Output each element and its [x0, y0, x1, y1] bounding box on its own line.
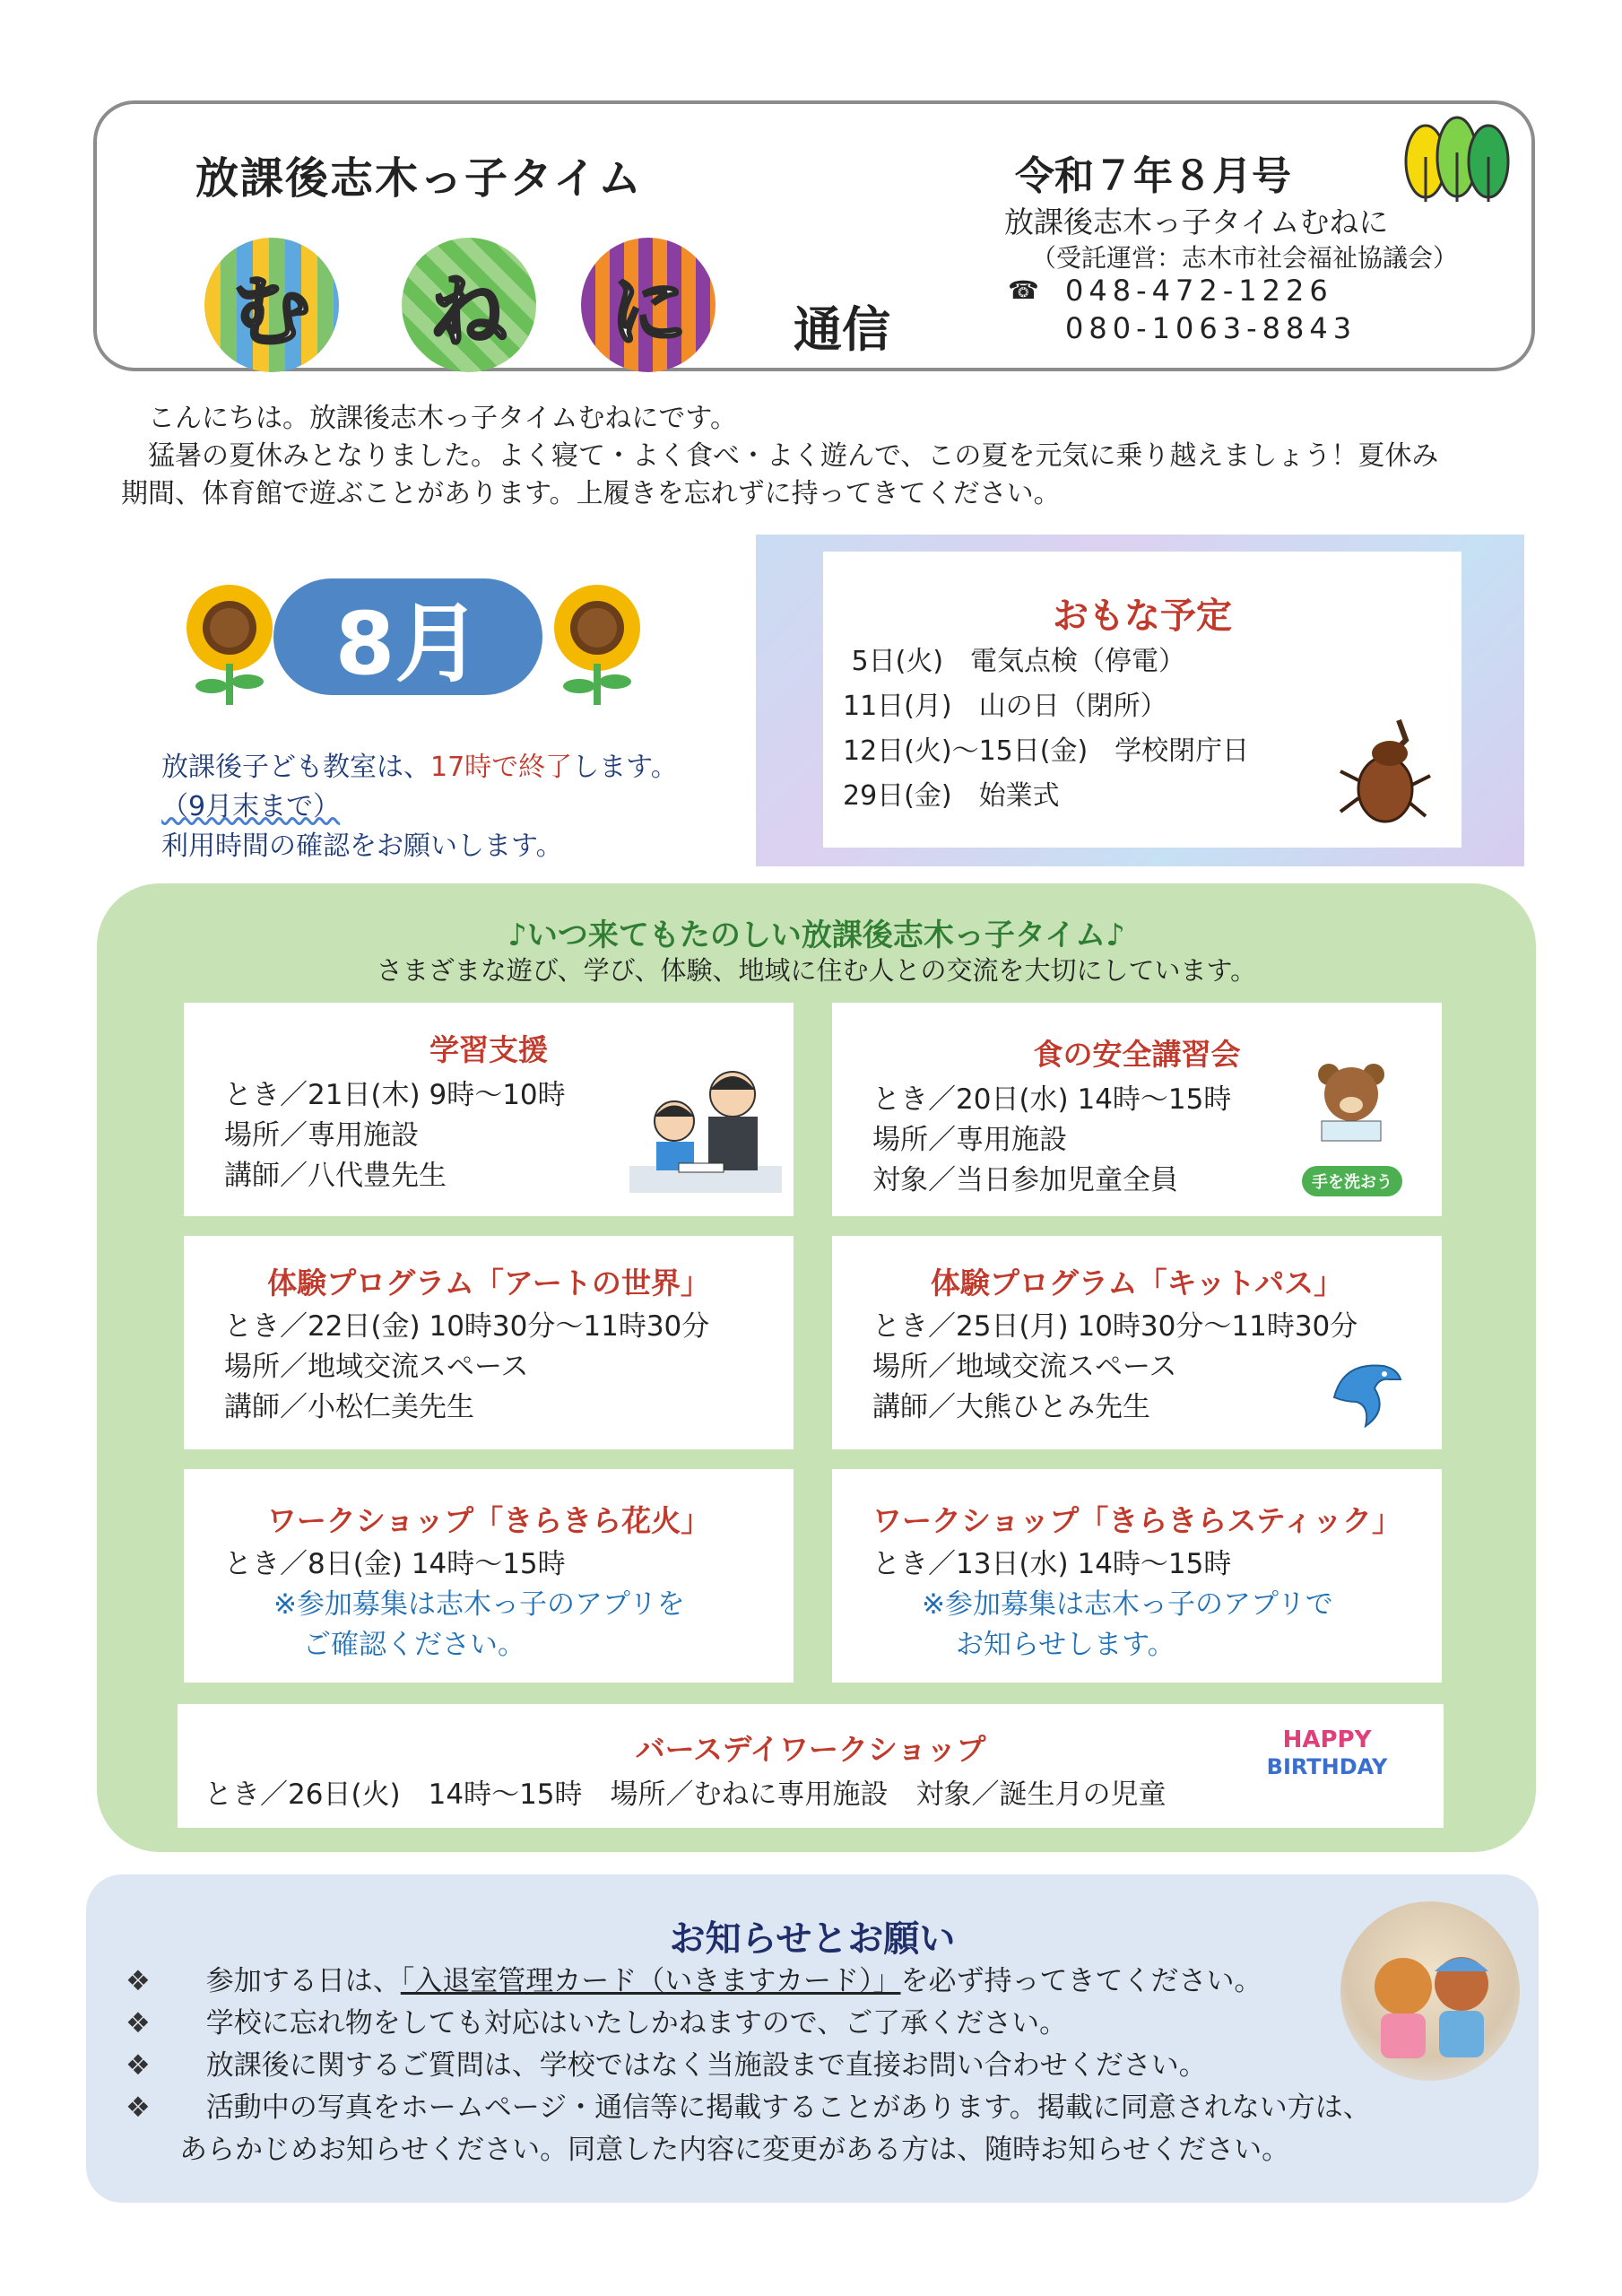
class-end-notice: 放課後子ども教室は、17時で終了します。 [161, 752, 678, 783]
phone-number-1[interactable]: 048-472-1226 [1065, 274, 1333, 308]
program-title: 体験プログラム「キットパス」 [930, 1265, 1344, 1300]
program-line: 講師／大熊ひとみ先生 [872, 1391, 1150, 1423]
notice-item: ❖ 放課後に関するご質問は、学校ではなく当施設まで直接お問い合わせください。 [126, 2049, 1207, 2082]
phone-icon: ☎ [1008, 275, 1039, 305]
program-line: 講師／八代豊先生 [224, 1160, 447, 1192]
schedule-row: 29日(金) 始業式 [843, 780, 1060, 812]
program-title: 学習支援 [429, 1032, 548, 1067]
phone-number-2[interactable]: 080-1063-8843 [1065, 311, 1357, 345]
program-line: 場所／地域交流スペース [872, 1351, 1177, 1383]
org-name: 放課後志木っ子タイムむねに [1004, 204, 1389, 239]
program-line: とき／20日(水) 14時～15時 [872, 1083, 1232, 1116]
birthday-title: バースデイワークショップ [635, 1732, 986, 1767]
knitted-dolls-photo [1340, 1901, 1520, 2081]
program-note: ※参加募集は志木っ子のアプリで [922, 1588, 1333, 1621]
happy-birthday-icon [1260, 1726, 1394, 1780]
dolls-image-icon [1340, 1901, 1520, 2081]
program-line: 場所／専用施設 [224, 1119, 419, 1152]
month-badge [273, 578, 542, 695]
notice-title: お知らせとお願い [669, 1918, 956, 1960]
schedule-row: 11日(月) 山の日（閉所） [843, 691, 1167, 722]
bullet-icon: ❖ [126, 2092, 151, 2124]
programs-subtitle: さまざまな遊び、学び、体験、地域に住む人との交流を大切にしています。 [376, 955, 1257, 986]
title-bubble-mu: む [204, 238, 339, 372]
beetle-icon [1336, 713, 1435, 830]
program-title: 体験プログラム「アートの世界」 [267, 1265, 710, 1300]
program-line: とき／22日(金) 10時30分～11時30分 [224, 1310, 710, 1343]
intro-greeting: こんにちは。放課後志木っ子タイムむねにです。 [148, 403, 737, 434]
handwash-badge: 手を洗おう [1302, 1166, 1402, 1196]
month-label: 8月 [334, 593, 481, 694]
program-line: とき／8日(金) 14時～15時 [224, 1548, 566, 1580]
intro-summer: 猛暑の夏休みとなりました。よく寝て・よく食べ・よく遊んで、この夏を元気に乗り越えましょう！夏休み [148, 440, 1439, 472]
program-line: 場所／専用施設 [872, 1124, 1067, 1156]
program-line: とき／13日(水) 14時～15時 [872, 1548, 1232, 1580]
program-line: 講師／小松仁美先生 [224, 1391, 474, 1423]
tutoring-illustration-icon [629, 1063, 782, 1197]
newsletter-word: 通信 [794, 301, 890, 358]
bullet-icon: ❖ [126, 2007, 151, 2039]
happy-text: HAPPY [1282, 1726, 1372, 1753]
title-bubble-ni: に [581, 238, 716, 372]
series-title: 放課後志木っ子タイム [195, 153, 644, 204]
programs-title: ♪いつ来てもたのしい放課後志木っ子タイム♪ [507, 918, 1125, 953]
entry-card-name: 「入退室管理カード（いきますカード）」 [400, 1965, 901, 1997]
program-title: ワークショップ「きらきらスティック」 [872, 1503, 1402, 1538]
title-bubble-ne: ね [402, 238, 536, 372]
bullet-icon: ❖ [126, 2049, 151, 2082]
intro-gym: 期間、体育館で遊ぶことがあります。上履きを忘れずに持ってきてください。 [121, 478, 1061, 509]
dolphin-icon [1325, 1352, 1406, 1433]
sunflower-icon [543, 574, 651, 709]
birthday-line: とき／26日(火) 14時～15時 場所／むねに専用施設 対象／誕生月の児童 [204, 1779, 1167, 1811]
program-line: 場所／地域交流スペース [224, 1351, 529, 1383]
class-end-confirm: 利用時間の確認をお願いします。 [161, 831, 563, 862]
program-note: お知らせします。 [956, 1629, 1175, 1661]
notice-item: ❖ 参加する日は、「入退室管理カード（いきますカード）」を必ず持ってきてください。 [126, 1965, 1262, 1997]
bullet-icon: ❖ [126, 1965, 151, 1997]
program-note: ご確認ください。 [303, 1629, 525, 1661]
program-title: 食の安全講習会 [1033, 1037, 1241, 1072]
schedule-row: 5日(火) 電気点検（停電） [843, 646, 1186, 677]
notice-item: ❖ 活動中の写真をホームページ・通信等に掲載することがあります。掲載に同意されない方は、 [126, 2092, 1371, 2124]
sunflower-icon [176, 574, 283, 709]
birthday-text: BIRTHDAY [1266, 1754, 1388, 1779]
issue-date: 令和７年８月号 [1015, 153, 1291, 199]
operator-name: （受託運営：志木市社会福祉協議会） [1031, 243, 1459, 273]
class-end-period: （9月末まで） [161, 791, 341, 822]
notice-item: ❖ 学校に忘れ物をしても対応はいたしかねますので、ご了承ください。 [126, 2007, 1068, 2039]
notice-item-continued: あらかじめお知らせください。同意した内容に変更がある方は、随時お知らせください。 [179, 2134, 1290, 2166]
schedule-title: おもな予定 [1053, 596, 1232, 637]
program-title: ワークショップ「きらきら花火」 [266, 1503, 711, 1538]
bear-handwash-icon [1302, 1058, 1401, 1157]
program-line: とき／21日(木) 9時～10時 [224, 1079, 566, 1111]
schedule-row: 12日(火)～15日(金) 学校閉庁日 [843, 735, 1250, 767]
program-line: とき／25日(月) 10時30分～11時30分 [872, 1310, 1358, 1343]
trees-icon [1399, 108, 1515, 206]
program-line: 対象／当日参加児童全員 [872, 1164, 1178, 1196]
program-note: ※参加募集は志木っ子のアプリを [273, 1588, 685, 1621]
